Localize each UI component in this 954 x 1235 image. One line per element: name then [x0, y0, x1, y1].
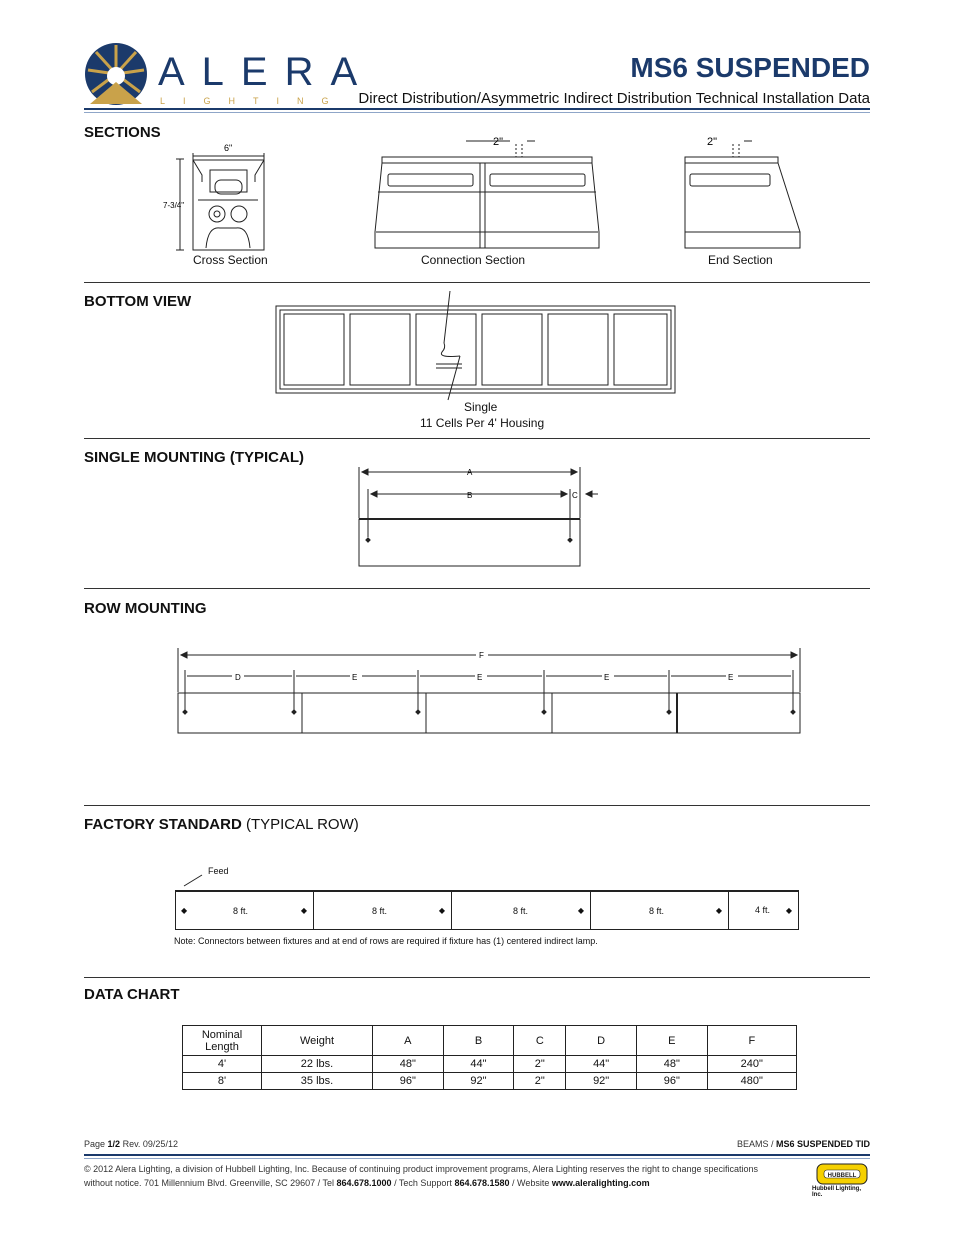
phone-link[interactable]: 864.678.1000	[336, 1178, 392, 1188]
table-cell: 2"	[514, 1073, 566, 1090]
segment-label: 8 ft.	[372, 906, 388, 916]
footer-rule-thin	[84, 1158, 870, 1159]
row-mounting-heading: ROW MOUNTING	[84, 600, 207, 617]
hubbell-badge-icon	[816, 1163, 868, 1185]
factory-heading-normal: (TYPICAL ROW)	[245, 816, 359, 833]
page-number	[84, 1139, 178, 1149]
single-c-label: C	[572, 491, 578, 500]
copyright-line-2	[84, 1178, 650, 1188]
header-rule	[84, 108, 870, 110]
end-section-drawing	[685, 141, 800, 248]
page-subtitle: Direct Distribution/Asymmetric Indirect Distribution Technical Installation Data	[358, 90, 870, 107]
divider	[84, 977, 870, 978]
page-num: 1/2	[107, 1139, 121, 1149]
row-f-label: F	[479, 651, 484, 660]
table-cell: 240"	[707, 1056, 796, 1073]
dim-conn-label: 2"	[493, 136, 504, 148]
row-e-label: E	[728, 673, 734, 682]
divider	[84, 588, 870, 589]
divider	[84, 805, 870, 806]
footer-rule	[84, 1154, 870, 1156]
bottom-view-heading: BOTTOM VIEW	[84, 293, 192, 310]
factory-segment: ◆ 8 ft. ◆	[176, 892, 314, 929]
divider	[84, 438, 870, 439]
logo-sub: LIGHTING	[160, 96, 347, 106]
hubbell-logo	[812, 1163, 870, 1197]
bottom-view-caption-2: 11 Cells Per 4' Housing	[420, 416, 545, 430]
doc-prefix: BEAMS /	[736, 1139, 774, 1149]
dim-height-label: 7-3/4"	[163, 201, 185, 210]
table-cell: 92"	[566, 1073, 637, 1090]
copyright-line-1: © 2012 Alera Lighting, a division of Hubbell Lighting, Inc. Because of continuing product improvement programs, Alera Lighting reserves the right to change specifications	[84, 1164, 759, 1174]
table-cell: 2"	[514, 1056, 566, 1073]
tech-support-link[interactable]: 864.678.1580	[454, 1178, 510, 1188]
dim-width-label: 6"	[224, 143, 233, 153]
column-header: C	[514, 1026, 566, 1056]
segment-label: 4 ft.	[755, 905, 771, 915]
connection-section-label: Connection Section	[421, 253, 526, 267]
column-header: D	[566, 1026, 637, 1056]
column-header: B	[443, 1026, 514, 1056]
connection-section-drawing	[375, 141, 599, 248]
single-mounting-drawing	[352, 462, 602, 572]
row-e-label: E	[477, 673, 483, 682]
table-cell: 48"	[373, 1056, 444, 1073]
factory-row	[175, 890, 799, 930]
segment-label: 8 ft.	[649, 906, 665, 916]
feed-arrow	[182, 872, 206, 888]
hubbell-logo-text: HUBBELL	[827, 1173, 857, 1179]
table-cell: 4'	[183, 1056, 262, 1073]
end-section-label: End Section	[708, 253, 773, 267]
sunburst-logo-icon	[84, 42, 148, 106]
page-prefix: Page	[84, 1139, 106, 1149]
data-chart-heading: DATA CHART	[84, 986, 180, 1003]
alera-logo	[84, 42, 375, 106]
table-row	[183, 1056, 797, 1073]
row-mounting-drawing	[170, 640, 810, 740]
column-header: Weight	[262, 1026, 373, 1056]
row-e-label: E	[352, 673, 358, 682]
doc-id-value: MS6 SUSPENDED TID	[775, 1139, 870, 1149]
header-rule-thin	[84, 112, 870, 113]
table-cell: 22 lbs.	[262, 1056, 373, 1073]
feed-label: Feed	[208, 866, 229, 876]
table-cell: 92"	[443, 1073, 514, 1090]
tech-prefix: / Tech Support	[394, 1178, 452, 1188]
sections-heading: SECTIONS	[84, 124, 161, 141]
web-prefix: / Website	[512, 1178, 550, 1188]
hubbell-name: Hubbell Lighting, Inc.	[812, 1186, 861, 1198]
factory-standard-heading	[84, 816, 359, 833]
website-link[interactable]: www.aleralighting.com	[551, 1178, 650, 1188]
bottom-view-caption-1: Single	[464, 400, 498, 414]
factory-note: Note: Connectors between fixtures and at end of rows are required if fixture has (1) centered indirect lamp.	[174, 936, 598, 946]
table-cell: 44"	[443, 1056, 514, 1073]
logo-word: ALERA	[158, 50, 375, 94]
dim-end-label: 2"	[707, 136, 718, 148]
divider	[84, 282, 870, 283]
column-header: Nominal Length	[183, 1026, 262, 1056]
column-header: F	[707, 1026, 796, 1056]
factory-segment: 4 ft. ◆	[755, 905, 792, 915]
table-cell: 44"	[566, 1056, 637, 1073]
single-a-label: A	[467, 468, 473, 477]
column-header: A	[373, 1026, 444, 1056]
cross-section-drawing	[176, 153, 264, 250]
segment-label: 8 ft.	[513, 906, 529, 916]
factory-heading-bold: FACTORY STANDARD	[84, 816, 242, 833]
page-title: MS6 SUSPENDED	[630, 52, 870, 83]
factory-segment: 8 ft. ◆	[452, 892, 591, 929]
table-cell: 96"	[636, 1073, 707, 1090]
revision: Rev. 09/25/12	[122, 1139, 178, 1149]
sections-drawings	[160, 130, 810, 255]
table-cell: 48"	[636, 1056, 707, 1073]
row-d-label: D	[235, 673, 241, 682]
table-cell: 35 lbs.	[262, 1073, 373, 1090]
row-e-label: E	[604, 673, 610, 682]
table-row	[183, 1073, 797, 1090]
single-mounting-heading: SINGLE MOUNTING (TYPICAL)	[84, 449, 304, 466]
factory-segment: 8 ft. ◆	[314, 892, 452, 929]
single-b-label: B	[467, 491, 473, 500]
table-cell: 8'	[183, 1073, 262, 1090]
segment-label: 8 ft.	[233, 906, 249, 916]
data-chart-table	[182, 1025, 797, 1090]
bottom-view-drawing	[270, 288, 680, 403]
table-header-row	[183, 1026, 797, 1056]
table-cell: 96"	[373, 1073, 444, 1090]
cross-section-label: Cross Section	[193, 253, 268, 267]
column-header: E	[636, 1026, 707, 1056]
factory-segment: 8 ft. ◆	[591, 892, 729, 929]
table-cell: 480"	[707, 1073, 796, 1090]
doc-id	[737, 1139, 870, 1149]
address: without notice. 701 Millennium Blvd. Greenville, SC 29607 / Tel	[84, 1178, 334, 1188]
